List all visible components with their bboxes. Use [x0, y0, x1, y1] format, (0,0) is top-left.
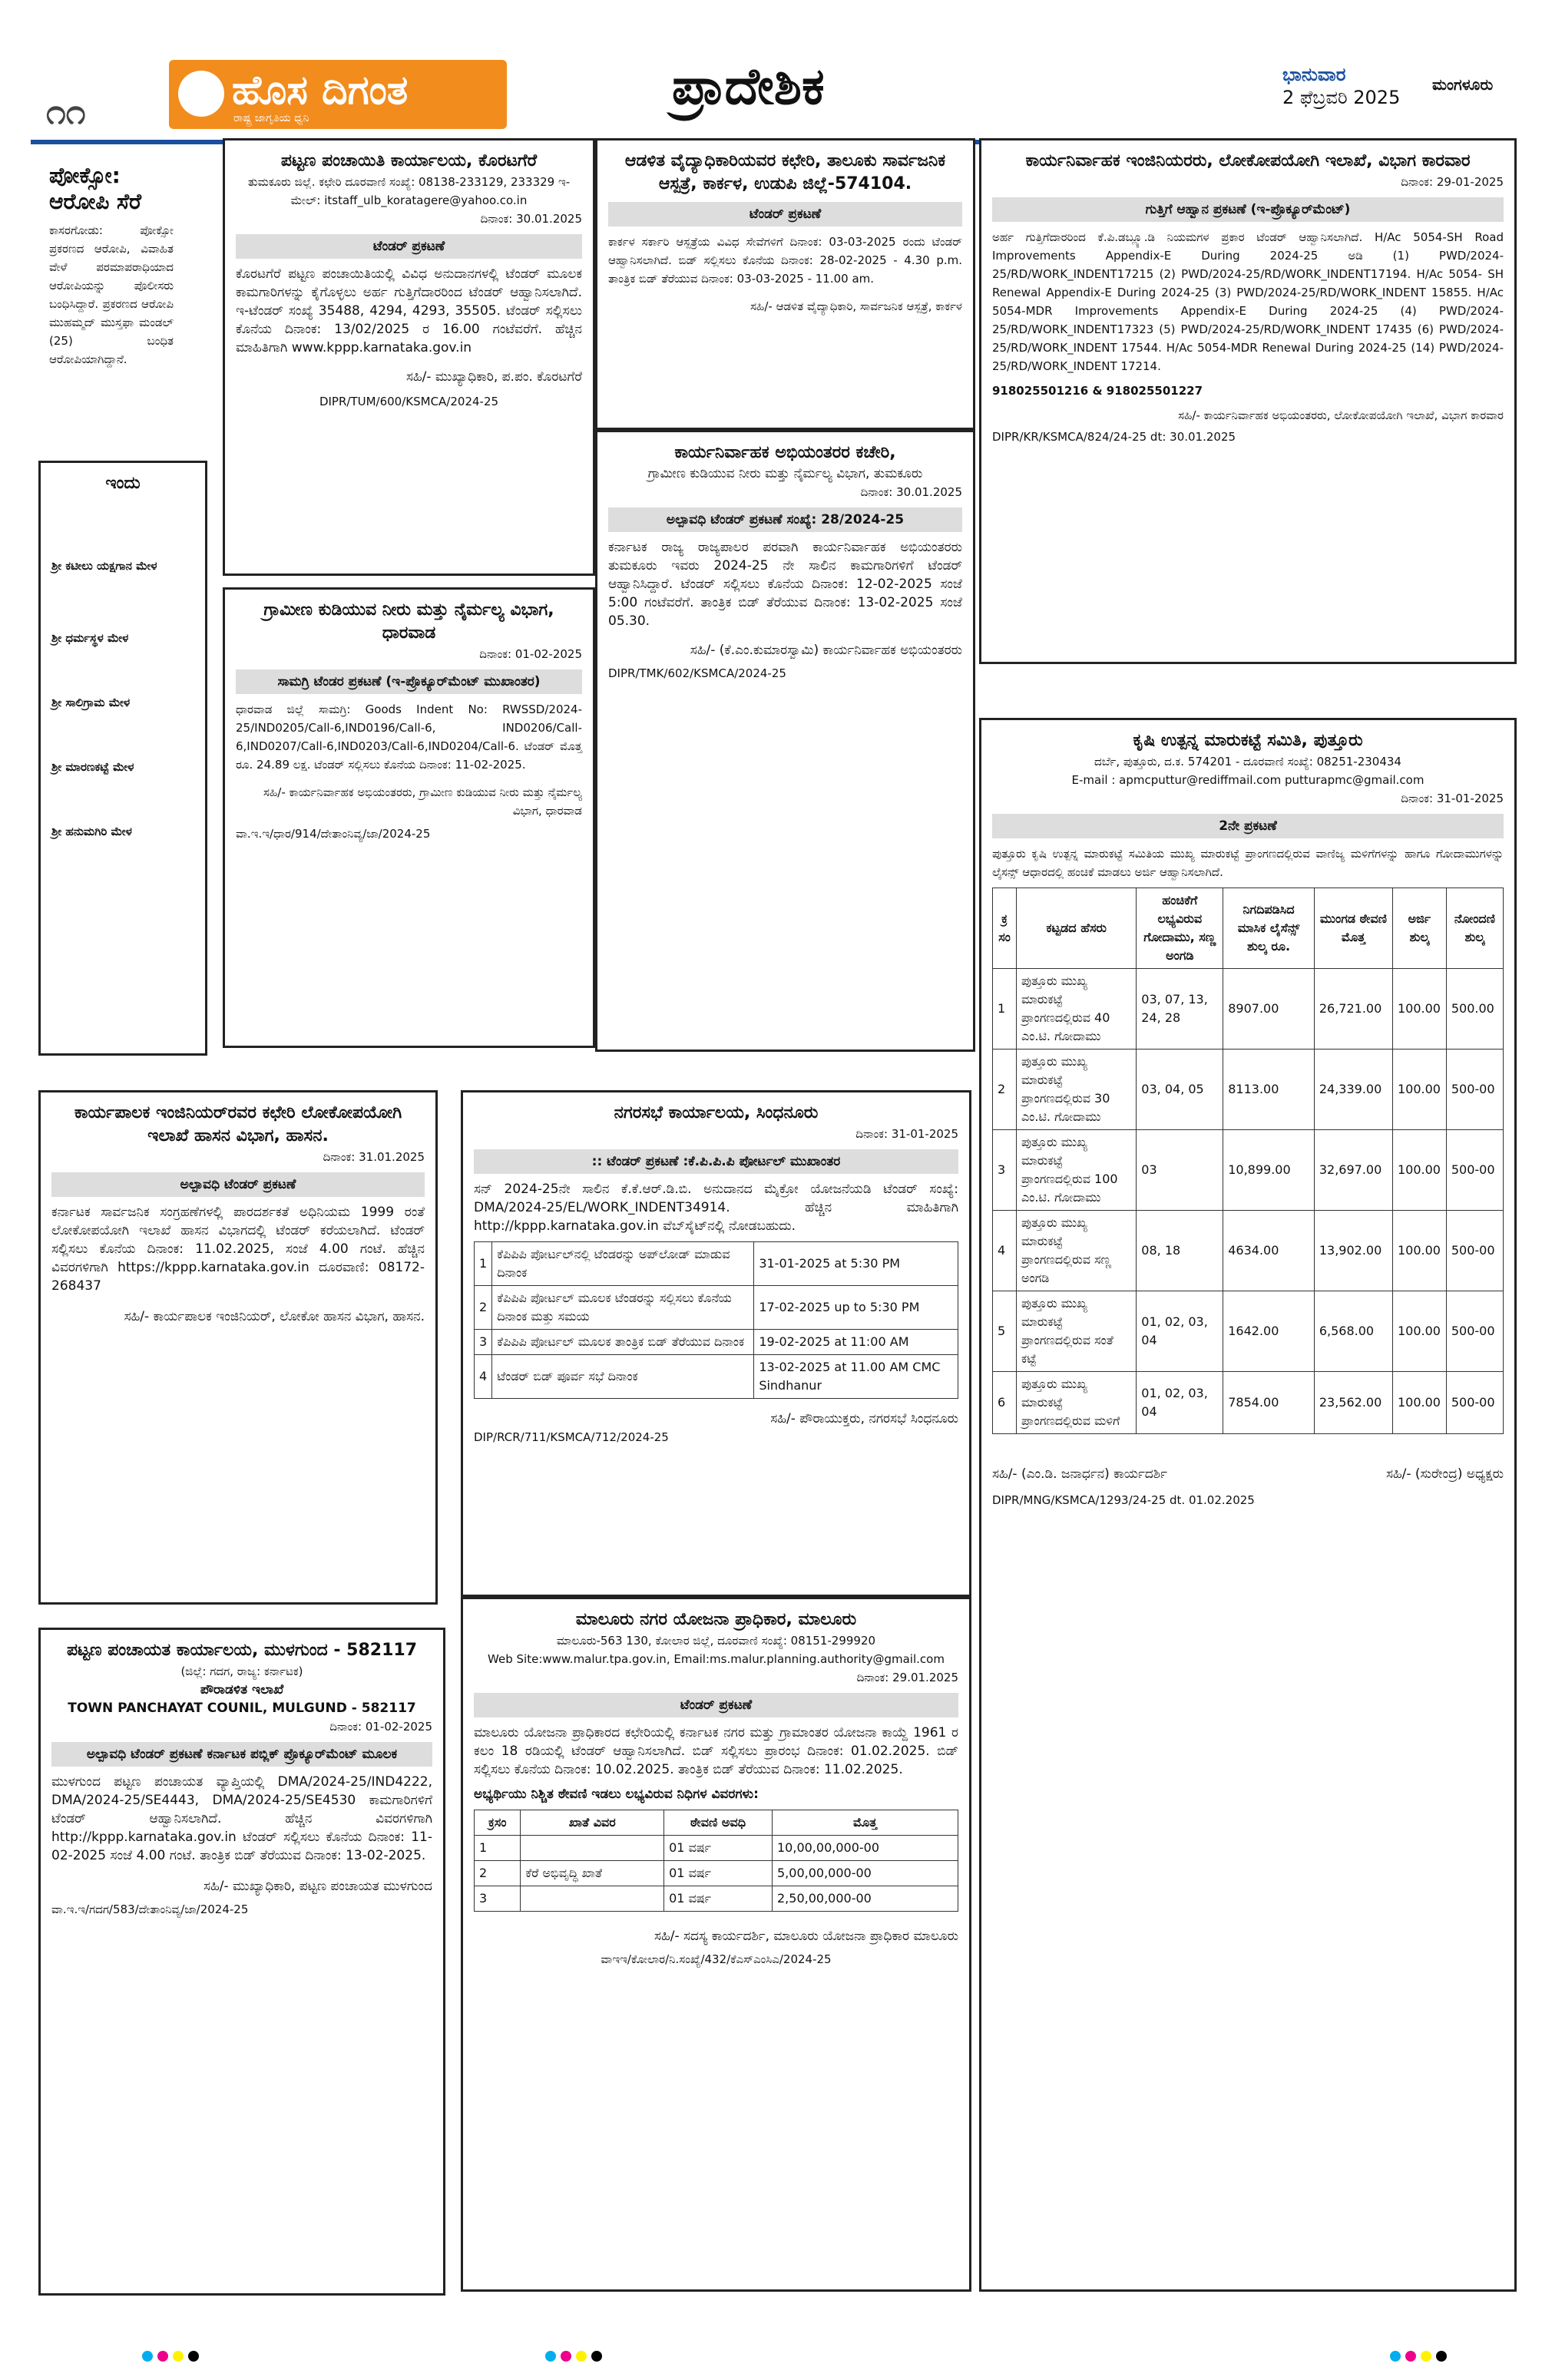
table-cell: 6,568.00: [1314, 1291, 1392, 1372]
helpdesk-phone: 918025501216 & 918025501227: [992, 384, 1203, 398]
table-cell: 4: [993, 1211, 1017, 1291]
table-row: [993, 969, 1504, 1050]
masthead: [31, 46, 1517, 138]
notice-signature: ಸಹಿ/- (ಕೆ.ಎಂ.ಕುಮಾರಸ್ವಾಮಿ) ಕಾರ್ಯನಿರ್ವಾಹಕ ಅಭಿಯಂತರರು: [690, 643, 962, 658]
table-cell: 4634.00: [1223, 1211, 1315, 1291]
table-row: [475, 1242, 958, 1286]
notice-body: ಕರ್ನಾಟಕ ರಾಜ್ಯ ರಾಜ್ಯಪಾಲರ ಪರವಾಗಿ ಕಾರ್ಯನಿರ್ವಾಹಕ ಅಭಿಯಂತರರು ತುಮಕೂರು ಇವರು 2024-25 ನೇ ಸಾಲಿನ ಕಾಮಗಾರಿಗಳಿಗೆ ಟೆಂಡರ್ ಆಹ್ವಾನಿಸಿದ್ದಾರೆ. ಟೆಂಡರ್ ಸಲ್ಲಿಸಲು ಕೊನೆಯ ದಿನಾಂಕ: 12-02-2025 ಸಂಜೆ 5:00 ಗಂಟೆವರೆಗೆ. ತಾಂತ್ರಿಕ ಬಿಡ್ ತೆರೆಯುವ ದಿನಾಂಕ: 13-02-2025 ಸಂಜೆ 05.30.: [608, 540, 962, 629]
yellow-dot-icon: [173, 2351, 184, 2362]
notice-title: ಪಟ್ಟಣ ಪಂಚಾಯತ ಕಾರ್ಯಾಲಯ, ಮುಳಗುಂದ - 582117: [66, 1641, 418, 1660]
notice-title: ಕಾರ್ಯಪಾಲಕ ಇಂಜಿನಿಯರ್‌ರವರ ಕಛೇರಿ ಲೋಕೋಪಯೋಗಿ ಇಲಾಖೆ ಹಾಸನ ವಿಭಾಗ, ಹಾಸನ.: [74, 1103, 402, 1145]
registration-marks: [142, 2351, 199, 2362]
notice-udupi: [595, 138, 975, 430]
table-row: [475, 1355, 958, 1399]
page-number: ೧೧: [46, 91, 86, 132]
table-cell: ಪುತ್ತೂರು ಮುಖ್ಯ ಮಾರುಕಟ್ಟೆ ಪ್ರಾಂಗಣದಲ್ಲಿರುವ 100 ಎಂ.ಟಿ. ಗೋದಾಮು: [1017, 1130, 1137, 1211]
table-cell: 1: [993, 969, 1017, 1050]
cyan-dot-icon: [545, 2351, 556, 2362]
table-cell: [521, 1836, 664, 1861]
notice-subtitle: ತುಮಕೂರು ಜಿಲ್ಲೆ. ಕಛೇರಿ ದೂರವಾಣಿ ಸಂಖ್ಯೆ: 08138-233129, 233329 ಇ-ಮೇಲ್: itstaff_ulb_koratagere@yahoo.co.in: [247, 175, 571, 207]
notice-title: ಮಾಲೂರು ನಗರ ಯೋಜನಾ ಪ್ರಾಧಿಕಾರ, ಮಾಲೂರು: [575, 1610, 857, 1629]
table-cell: 24,339.00: [1314, 1050, 1392, 1130]
table-cell: 01, 02, 03, 04: [1137, 1372, 1223, 1434]
day: ಭಾನುವಾರ: [1282, 64, 1346, 85]
table-header-cell: ಮುಂಗಡ ಠೇವಣಿ ಮೊತ್ತ: [1314, 888, 1392, 969]
date: 2 ಫೆಬ್ರವರಿ 2025: [1282, 87, 1401, 108]
notice-body: ಕರ್ನಾಟಕ ಸಾರ್ವಜನಿಕ ಸಂಗ್ರಹಣೆಗಳಲ್ಲಿ ಪಾರದರ್ಶಕತೆ ಅಧಿನಿಯಮ 1999 ರಂತೆ ಲೋಕೋಪಯೋಗಿ ಇಲಾಖೆ ಹಾಸನ ವಿಭಾಗದಲ್ಲಿ ಟೆಂಡರ್ ಕರೆಯಲಾಗಿದೆ. ಟೆಂಡರ್ ಸಲ್ಲಿಸಲು ಕೊನೆಯ ದಿನಾಂಕ: 11.02.2025, ಸಂಜೆ 4.00 ಗಂಟೆ. ಹೆಚ್ಚಿನ ವಿವರಗಳಿಗಾಗಿ https://kppp.karnataka.gov.in ದೂರವಾಣಿ: 08172-268437: [51, 1205, 425, 1294]
black-dot-icon: [1436, 2351, 1447, 2362]
table-cell: 500.00: [1446, 969, 1503, 1050]
notice-subtitle: ಗ್ರಾಮೀಣ ಕುಡಿಯುವ ನೀರು ಮತ್ತು ನೈರ್ಮಲ್ಯ ವಿಭಾಗ, ತುಮಕೂರು: [647, 466, 923, 481]
notice-date: ದಿನಾಂಕ: 31-01-2025: [855, 1127, 958, 1141]
notice-sindhanur: [461, 1090, 971, 1597]
table-header-cell: ಕ್ರಸಂ: [475, 1810, 521, 1836]
table-title: ಅಭ್ಯರ್ಥಿಯು ನಿಶ್ಚಿತ ಠೇವಣಿ ಇಡಲು ಲಭ್ಯವಿರುವ ನಿಧಿಗಳ ವಿವರಗಳು:: [474, 1787, 759, 1802]
table-row: [475, 1330, 958, 1355]
table-header-cell: ನಿಗದಿಪಡಿಸಿದ ಮಾಸಿಕ ಲೈಸೆನ್ಸ್ ಶುಲ್ಕ ರೂ.: [1223, 888, 1315, 969]
list-item: ಶ್ರೀ ಸಾಲಿಗ್ರಾಮ ಮೇಳ: [51, 696, 131, 709]
notice-code: DIPR/TMK/602/KSMCA/2024-25: [608, 666, 786, 680]
table-cell: 03, 04, 05: [1137, 1050, 1223, 1130]
notice-email: E-mail : apmcputtur@rediffmail.com putturapmc@gmail.com: [1071, 773, 1425, 787]
notice-ref: ಅಲ್ಪಾವಧಿ ಟೆಂಡರ್ ಪ್ರಕಟಣೆ: [51, 1172, 425, 1197]
table-header-cell: ಕ್ರ ಸಂ: [993, 888, 1017, 969]
table-cell: 100.00: [1392, 1130, 1446, 1211]
notice-subtitle: ದರ್ಬೆ, ಪುತ್ತೂರು, ದ.ಕ. 574201 - ದೂರವಾಣಿ ಸಂಖ್ಯೆ: 08251-230434: [1094, 755, 1401, 769]
magenta-dot-icon: [561, 2351, 571, 2362]
notice-date: ದಿನಾಂಕ: 31-01-2025: [1401, 792, 1504, 805]
table-cell: 2: [475, 1861, 521, 1886]
notice-signature: ಸಹಿ/- ಮುಖ್ಯಾಧಿಕಾರಿ, ಪ.ಪಂ. ಕೊರಟಗೆರೆ: [405, 369, 582, 385]
notice-subtitle: ಮಾಲೂರು-563 130, ಕೋಲಾರ ಜಿಲ್ಲೆ, ದೂರವಾಣಿ ಸಂಖ್ಯೆ: 08151-299920: [556, 1634, 876, 1648]
table-cell: 500-00: [1446, 1291, 1503, 1372]
notice-dharwad: [223, 587, 595, 1048]
notice-tumkur: [595, 430, 975, 1052]
magenta-dot-icon: [1405, 2351, 1416, 2362]
notice-signature: ಸಹಿ/- ಸದಸ್ಯ ಕಾರ್ಯದರ್ಶಿ, ಮಾಲೂರು ಯೋಜನಾ ಪ್ರಾಧಿಕಾರ ಮಾಲೂರು: [654, 1929, 958, 1944]
schedule-table: [474, 1241, 958, 1399]
table-cell: 3: [993, 1130, 1017, 1211]
notice-korategere: [223, 138, 595, 576]
table-cell: 19-02-2025 at 11:00 AM: [754, 1330, 958, 1355]
table-row: [475, 1861, 958, 1886]
table-cell: 08, 18: [1137, 1211, 1223, 1291]
president-signature: ಸಹಿ/- (ಸುರೇಂದ್ರ) ಅಧ್ಯಕ್ಷರು: [1385, 1466, 1504, 1482]
newspaper-logo: [169, 60, 507, 129]
notice-title: ಕೃಷಿ ಉತ್ಪನ್ನ ಮಾರುಕಟ್ಟೆ ಸಮಿತಿ, ಪುತ್ತೂರು: [1133, 731, 1363, 750]
table-cell: 500-00: [1446, 1372, 1503, 1434]
table-cell: 01 ವರ್ಷ: [664, 1861, 773, 1886]
table-cell: 01 ವರ್ಷ: [664, 1886, 773, 1912]
table-cell: 500-00: [1446, 1130, 1503, 1211]
logo-emblem-icon: [178, 71, 224, 117]
table-cell: 100.00: [1392, 1211, 1446, 1291]
table-header-row: [993, 888, 1504, 969]
table-cell: ಪುತ್ತೂರು ಮುಖ್ಯ ಮಾರುಕಟ್ಟೆ ಪ್ರಾಂಗಣದಲ್ಲಿರುವ ಸಣ್ಣ ಅಂಗಡಿ: [1017, 1211, 1137, 1291]
yakshagana-list: [51, 557, 194, 841]
notice-hassan: [38, 1090, 438, 1605]
table-cell: 26,721.00: [1314, 969, 1392, 1050]
panchang-box: [38, 461, 207, 1056]
notice-body: ಮುಳಗುಂದ ಪಟ್ಟಣ ಪಂಚಾಯತ ವ್ಯಾಪ್ತಿಯಲ್ಲಿ DMA/2024-25/IND4222, DMA/2024-25/SE4443, DMA/2024-25/SE4530 ಕಾಮಗಾರಿಗಳಿಗೆ ಟೆಂಡರ್ ಆಹ್ವಾನಿಸಲಾಗಿದೆ. ಹೆಚ್ಚಿನ ವಿವರಗಳಿಗಾಗಿ http://kppp.karnataka.gov.in ಟೆಂಡರ್ ಸಲ್ಲಿಸಲು ಕೊನೆಯ ದಿನಾಂಕ: 11-02-2025 ಸಂಜೆ 4.00 ಗಂಟೆ. ತಾಂತ್ರಿಕ ಬಿಡ್ ತೆರೆಯುವ ದಿನಾಂಕ: 13-02-2025.: [51, 1774, 432, 1863]
table-cell: 8113.00: [1223, 1050, 1315, 1130]
table-cell: ಟೆಂಡರ್ ಬಿಡ್ ಪೂರ್ವ ಸಭೆ ದಿನಾಂಕ: [492, 1355, 754, 1399]
table-cell: 100.00: [1392, 1050, 1446, 1130]
table-cell: ಪುತ್ತೂರು ಮುಖ್ಯ ಮಾರುಕಟ್ಟೆ ಪ್ರಾಂಗಣದಲ್ಲಿರುವ 30 ಎಂ.ಟಿ. ಗೋದಾಮು: [1017, 1050, 1137, 1130]
table-row: [475, 1286, 958, 1330]
logo-tagline: ರಾಷ್ಟ್ರ ಜಾಗೃತಿಯ ಧ್ವನಿ: [233, 112, 309, 124]
notice-malur: [461, 1597, 971, 2292]
notice-ref: 2ನೇ ಪ್ರಕಟಣೆ: [992, 814, 1504, 838]
table-row: [993, 1130, 1504, 1211]
news-body: ಕಾಸರಗೋಡು: ಪೋಕ್ಸೋ ಪ್ರಕರಣದ ಆರೋಪಿ, ವಿವಾಹಿತ ವೇಳೆ ಪರಮಾಪರಾಧಿಯಾದ ಆರೋಪಿಯನ್ನು ಪೊಲೀಸರು ಬಂಧಿಸಿದ್ದಾರೆ. ಪ್ರಕರಣದ ಆರೋಪಿ ಮುಹಮ್ಮದ್ ಮುಸ್ತಫಾ ಮಂಡಲ್ (25) ಬಂಧಿತ ಆರೋಪಿಯಾಗಿದ್ದಾನೆ.: [49, 223, 174, 366]
notice-body: ಸನ್ 2024-25ನೇ ಸಾಲಿನ ಕೆ.ಕೆ.ಆರ್.ಡಿ.ಬಿ. ಅನುದಾನದ ಮೈಕ್ರೋ ಯೋಜನೆಯಡಿ ಟೆಂಡರ್ ಸಂಖ್ಯೆ: DMA/2024-25/EL/WORK_INDENT34914. ಹೆಚ್ಚಿನ ಮಾಹಿತಿಗಾಗಿ http://kppp.karnataka.gov.in ವೆಬ್‌ಸೈಟ್‌ನಲ್ಲಿ ನೋಡಬಹುದು.: [474, 1182, 958, 1234]
notice-body: ಪುತ್ತೂರು ಕೃಷಿ ಉತ್ಪನ್ನ ಮಾರುಕಟ್ಟೆ ಸಮಿತಿಯ ಮುಖ್ಯ ಮಾರುಕಟ್ಟೆ ಪ್ರಾಂಗಣದಲ್ಲಿರುವ ವಾಣಿಜ್ಯ ಮಳಿಗೆಗಳನ್ನು ಹಾಗೂ ಗೋದಾಮುಗಳನ್ನು ಲೈಸನ್ಸ್ ಆಧಾರದಲ್ಲಿ ಹಂಚಿಕೆ ಮಾಡಲು ಅರ್ಜಿ ಆಹ್ವಾನಿಸಲಾಗಿದೆ.: [992, 847, 1504, 879]
notice-english-title: TOWN PANCHAYAT COUNIL, MULGUND - 582117: [68, 1701, 416, 1716]
notice-body: ಅರ್ಹ ಗುತ್ತಿಗೆದಾರರಿಂದ ಕೆ.ಪಿ.ಡಬ್ಲ್ಯೂ.ಡಿ ನಿಯಮಗಳ ಪ್ರಕಾರ ಟೆಂಡರ್ ಆಹ್ವಾನಿಸಲಾಗಿದೆ. H/Ac 5054-SH Road Improvements Appendix-E During 2024-25 ಅಡಿ (1) PWD/2024-25/RD/WORK_INDENT17215 (2) PWD/2024-25/RD/WORK_INDENT17194. H/Ac 5054- SH Renewal Appendix-E During 2024-25 (3) PWD/2024-25/RD/WORK_INDENT 15855. H/Ac 5054-MDR Improvements Appendix-E During 2024-25 (4) PWD/2024-25/RD/WORK_INDENT17323 (5) PWD/2024-25/RD/WORK_INDENT 17435 (6) PWD/2024-25/RD/WORK_INDENT 17544. H/Ac 5054-MDR Renewal During 2024-25 (14) PWD/2024-25/RD/WORK_INDENT 17214.: [992, 230, 1504, 373]
table-header-row: [475, 1810, 958, 1836]
notice-ref: ಟೆಂಡರ್ ಪ್ರಕಟಣೆ: [608, 202, 962, 226]
table-cell: 01 ವರ್ಷ: [664, 1836, 773, 1861]
notice-body: ಧಾರವಾಡ ಜಿಲ್ಲೆ ಸಾಮಗ್ರಿ: Goods Indent No: RWSSD/2024-25/IND0205/Call-6,IND0196/Call-6, IND0206/Call-6,IND0207/Call-6,IND0203/Call-6,IND0204/Call-6. ಟೆಂಡರ್ ಮೊತ್ತ ರೂ. 24.89 ಲಕ್ಷ. ಟೆಂಡರ್ ಸಲ್ಲಿಸಲು ಕೊನೆಯ ದಿನಾಂಕ: 11-02-2025.: [236, 702, 582, 772]
table-cell: 2,50,00,000-00: [773, 1886, 958, 1912]
notice-date: ದಿನಾಂಕ: 31.01.2025: [323, 1150, 425, 1164]
news-article: [38, 154, 184, 445]
table-cell: ಕೆಪಿಪಿಪಿ ಪೋರ್ಟಲ್ ಮೂಲಕ ತಾಂತ್ರಿಕ ಬಿಡ್ ತೆರೆಯುವ ದಿನಾಂಕ: [492, 1330, 754, 1355]
table-row: [993, 1050, 1504, 1130]
table-cell: ಕೆಪಿಪಿಪಿ ಪೋರ್ಟಲ್‌ನಲ್ಲಿ ಟೆಂಡರನ್ನು ಅಪ್‌ಲೋಡ್ ಮಾಡುವ ದಿನಾಂಕ: [492, 1242, 754, 1286]
notice-title: ಆಡಳಿತ ವೈದ್ಯಾಧಿಕಾರಿಯವರ ಕಛೇರಿ, ತಾಲೂಕು ಸಾರ್ವಜನಿಕ ಆಸ್ಪತ್ರೆ, ಕಾರ್ಕಳ, ಉಡುಪಿ ಜಿಲ್ಲೆ-574104.: [624, 151, 946, 193]
cyan-dot-icon: [142, 2351, 153, 2362]
table-cell: 5,00,00,000-00: [773, 1861, 958, 1886]
edition-city: ಮಂಗಳೂರು: [1432, 75, 1494, 94]
table-cell: 500-00: [1446, 1211, 1503, 1291]
allocation-table: [992, 888, 1504, 1434]
notice-code: ವಾ.ಇ.ಇ/ಧಾರ/914/ದೇತಾಂನಿವ್ಯ/ಜಾ/2024-25: [236, 827, 431, 841]
table-cell: 2: [993, 1050, 1017, 1130]
notice-mulgund: [38, 1628, 445, 2296]
table-row: [993, 1211, 1504, 1291]
table-header-cell: ಅರ್ಜಿ ಶುಲ್ಕ: [1392, 888, 1446, 969]
table-header-cell: ನೋಂದಣಿ ಶುಲ್ಕ: [1446, 888, 1503, 969]
notice-signature: ಸಹಿ/- ಕಾರ್ಯನಿರ್ವಾಹಕ ಅಭಿಯಂತರರು, ಲೋಕೋಪಯೋಗಿ ಇಲಾಖೆ, ವಿಭಾಗ ಕಾರವಾರ: [1178, 408, 1504, 422]
notice-date: ದಿನಾಂಕ: 30.01.2025: [860, 485, 962, 499]
notice-signature: ಸಹಿ/- ಕಾರ್ಯನಿರ್ವಾಹಕ ಅಭಿಯಂತರರು, ಗ್ರಾಮೀಣ ಕುಡಿಯುವ ನೀರು ಮತ್ತು ನೈರ್ಮಲ್ಯ ವಿಭಾಗ, ಧಾರವಾಡ: [263, 785, 582, 818]
magenta-dot-icon: [157, 2351, 168, 2362]
table-cell: 13,902.00: [1314, 1211, 1392, 1291]
notice-web: Web Site:www.malur.tpa.gov.in, Email:ms.malur.planning.authority@gmail.com: [488, 1652, 945, 1666]
list-item: ಶ್ರೀ ಮಾರಣಕಟ್ಟೆ ಮೇಳ: [51, 760, 134, 774]
notice-title: ನಗರಸಭೆ ಕಾರ್ಯಾಲಯ, ಸಿಂಧನೂರು: [614, 1103, 819, 1122]
registration-marks: [545, 2351, 602, 2362]
table-cell: 3: [475, 1330, 492, 1355]
panchang-title: ಇಂದು: [105, 474, 141, 493]
list-item: ಶ್ರೀ ಹನುಮಗಿರಿ ಮೇಳ: [51, 825, 132, 838]
logo-text: ಹೊಸ ದಿಗಂತ: [232, 68, 409, 114]
notice-signature: ಸಹಿ/- ಪೌರಾಯುಕ್ತರು, ನಗರಸಭೆ ಸಿಂಧನೂರು: [770, 1411, 958, 1426]
table-cell: [521, 1886, 664, 1912]
dateline: [1282, 63, 1400, 109]
section-title: ಪ್ರಾದೇಶಿಕ: [672, 57, 825, 116]
notice-title: ಪಟ್ಟಣ ಪಂಚಾಯಿತಿ ಕಾರ್ಯಾಲಯ, ಕೊರಟಗೆರೆ: [280, 151, 538, 170]
notice-date: ದಿನಾಂಕ: 01-02-2025: [479, 647, 582, 661]
notice-body: ಕೊರಟಗೆರೆ ಪಟ್ಟಣ ಪಂಚಾಯಿತಿಯಲ್ಲಿ ವಿವಿಧ ಅನುದಾನಗಳಲ್ಲಿ ಟೆಂಡರ್ ಮೂಲಕ ಕಾಮಗಾರಿಗಳನ್ನು ಕೈಗೊಳ್ಳಲು ಅರ್ಹ ಗುತ್ತಿಗೆದಾರರಿಂದ ಟೆಂಡರ್ ಆಹ್ವಾನಿಸಲಾಗಿದೆ. ಇ-ಟೆಂಡರ್ ಸಂಖ್ಯೆ 35488, 4294, 4293, 35505. ಟೆಂಡರ್ ಸಲ್ಲಿಸಲು ಕೊನೆಯ ದಿನಾಂಕ: 13/02/2025 ರ 16.00 ಗಂಟೆವರೆಗೆ. ಹೆಚ್ಚಿನ ಮಾಹಿತಿಗಾಗಿ www.kppp.karnataka.gov.in: [236, 266, 582, 355]
notice-code: DIPR/TUM/600/KSMCA/2024-25: [319, 395, 499, 408]
table-cell: ಪುತ್ತೂರು ಮುಖ್ಯ ಮಾರುಕಟ್ಟೆ ಪ್ರಾಂಗಣದಲ್ಲಿರುವ ಸಂತೆ ಕಟ್ಟೆ: [1017, 1291, 1137, 1372]
black-dot-icon: [591, 2351, 602, 2362]
notice-signature: ಸಹಿ/- ಮುಖ್ಯಾಧಿಕಾರಿ, ಪಟ್ಟಣ ಪಂಚಾಯತ ಮುಳಗುಂದ: [204, 1879, 432, 1894]
notice-ref: ಟೆಂಡರ್ ಪ್ರಕಟಣೆ: [474, 1693, 958, 1717]
table-cell: 03, 07, 13, 24, 28: [1137, 969, 1223, 1050]
table-cell: 5: [993, 1291, 1017, 1372]
table-cell: 32,697.00: [1314, 1130, 1392, 1211]
notice-ref: ಸಾಮಗ್ರಿ ಟೆಂಡರ ಪ್ರಕಟಣೆ (ಇ-ಪ್ರೊಕ್ಯೂರ್‌ಮೆಂಟ್ ಮುಖಾಂತರ): [236, 669, 582, 694]
table-row: [475, 1836, 958, 1861]
notice-ref: ಅಲ್ಪಾವಧಿ ಟೆಂಡರ್ ಪ್ರಕಟಣೆ ಕರ್ನಾಟಕ ಪಬ್ಲಿಕ್ ಪ್ರೊಕ್ಯೂರ್‌ಮೆಂಟ್ ಮೂಲಕ: [51, 1742, 432, 1767]
table-cell: 6: [993, 1372, 1017, 1434]
notice-date: ದಿನಾಂಕ: 01-02-2025: [329, 1720, 432, 1734]
registration-marks: [1390, 2351, 1447, 2362]
table-header-cell: ಕಟ್ಟಡದ ಹೆಸರು: [1017, 888, 1137, 969]
notice-date: ದಿನಾಂಕ: 29.01.2025: [856, 1671, 958, 1684]
table-cell: 8907.00: [1223, 969, 1315, 1050]
notice-date: ದಿನಾಂಕ: 30.01.2025: [480, 212, 582, 226]
table-cell: ಪುತ್ತೂರು ಮುಖ್ಯ ಮಾರುಕಟ್ಟೆ ಪ್ರಾಂಗಣದಲ್ಲಿರುವ 40 ಎಂ.ಟಿ. ಗೋದಾಮು: [1017, 969, 1137, 1050]
notice-ref: :: ಟೆಂಡರ್ ಪ್ರಕಟಣೆ :ಕೆ.ಪಿ.ಪಿ.ಪಿ ಪೋರ್ಟಲ್ ಮುಖಾಂತರ: [474, 1149, 958, 1174]
black-dot-icon: [188, 2351, 199, 2362]
table-row: [475, 1886, 958, 1912]
table-cell: 100.00: [1392, 1372, 1446, 1434]
notice-ref: ಅಲ್ಪಾವಧಿ ಟೆಂಡರ್ ಪ್ರಕಟಣೆ ಸಂಖ್ಯೆ: 28/2024-25: [608, 507, 962, 532]
table-cell: 10,899.00: [1223, 1130, 1315, 1211]
notice-department: ಪೌರಾಡಳಿತ ಇಲಾಖೆ: [200, 1682, 284, 1697]
notice-title: ಗ್ರಾಮೀಣ ಕುಡಿಯುವ ನೀರು ಮತ್ತು ನೈರ್ಮಲ್ಯ ವಿಭಾಗ, ಧಾರವಾಡ: [263, 600, 554, 643]
notice-date: ದಿನಾಂಕ: 29-01-2025: [1401, 175, 1504, 189]
table-cell: 1642.00: [1223, 1291, 1315, 1372]
table-header-cell: ಖಾತೆ ವಿವರ: [521, 1810, 664, 1836]
cyan-dot-icon: [1390, 2351, 1401, 2362]
table-cell: 13-02-2025 at 11.00 AM CMC Sindhanur: [754, 1355, 958, 1399]
table-cell: 100.00: [1392, 969, 1446, 1050]
notice-code: DIPR/KR/KSMCA/824/24-25 dt: 30.01.2025: [992, 430, 1236, 444]
table-cell: 23,562.00: [1314, 1372, 1392, 1434]
table-cell: 10,00,00,000-00: [773, 1836, 958, 1861]
table-cell: 03: [1137, 1130, 1223, 1211]
notice-title: ಕಾರ್ಯನಿರ್ವಾಹಕ ಇಂಜಿನಿಯರರು, ಲೋಕೋಪಯೋಗಿ ಇಲಾಖೆ, ವಿಭಾಗ ಕಾರವಾರ: [1025, 151, 1471, 170]
notice-code: ವಾಇಇ/ಕೋಲಾರ/ನಿ.ಸಂಖ್ಯೆ/432/ಕೆಎಸ್‌ಎಂಸಿಎ/2024-25: [601, 1952, 832, 1966]
signature-row: [992, 1465, 1504, 1483]
notice-ref: ಟೆಂಡರ್ ಪ್ರಕಟಣೆ: [236, 234, 582, 259]
table-row: [993, 1372, 1504, 1434]
table-cell: 31-01-2025 at 5:30 PM: [754, 1242, 958, 1286]
table-cell: ಕೆರೆ ಅಭಿವೃದ್ಧಿ ಖಾತೆ: [521, 1861, 664, 1886]
notice-code: DIP/RCR/711/KSMCA/712/2024-25: [474, 1430, 669, 1444]
table-cell: 1: [475, 1242, 492, 1286]
table-cell: 2: [475, 1286, 492, 1330]
table-cell: 1: [475, 1836, 521, 1861]
notice-karwar: [979, 138, 1517, 664]
notice-title: ಕಾರ್ಯನಿರ್ವಾಹಕ ಅಭಿಯಂತರರ ಕಚೇರಿ,: [674, 443, 896, 462]
list-item: ಶ್ರೀ ಕಟೀಲು ಯಕ್ಷಗಾನ ಮೇಳ: [51, 559, 157, 573]
news-headline: ಪೋಕ್ಸೋ: ಆರೋಪಿ ಸೆರೆ: [49, 163, 141, 214]
notice-body: ಕಾರ್ಕಳ ಸರ್ಕಾರಿ ಆಸ್ಪತ್ರೆಯ ವಿವಿಧ ಸೇವೆಗಳಿಗೆ ದಿನಾಂಕ: 03-03-2025 ರಂದು ಟೆಂಡರ್ ಆಹ್ವಾನಿಸಲಾಗಿದೆ. ಬಿಡ್ ಸಲ್ಲಿಸಲು ಕೊನೆಯ ದಿನಾಂಕ: 28-02-2025 - 4.30 p.m. ತಾಂತ್ರಿಕ ಬಿಡ್ ತೆರೆಯುವ ದಿನಾಂಕ: 03-03-2025 - 11.00 am.: [608, 235, 962, 286]
yellow-dot-icon: [1421, 2351, 1431, 2362]
table-cell: 3: [475, 1886, 521, 1912]
table-header-cell: ಮೊತ್ತ: [773, 1810, 958, 1836]
yellow-dot-icon: [576, 2351, 587, 2362]
table-header-cell: ಠೇವಣಿ ಅವಧಿ: [664, 1810, 773, 1836]
table-cell: 01, 02, 03, 04: [1137, 1291, 1223, 1372]
notice-code: ವಾ.ಇ.ಇ/ಗದಗ/583/ದೇತಾಂನಿವ್ಯ/ಜಾ/2024-25: [51, 1902, 249, 1916]
notice-puttur: [979, 718, 1517, 2292]
table-cell: ಪುತ್ತೂರು ಮುಖ್ಯ ಮಾರುಕಟ್ಟೆ ಪ್ರಾಂಗಣದಲ್ಲಿರುವ ಮಳಿಗೆ: [1017, 1372, 1137, 1434]
notice-ref: ಗುತ್ತಿಗೆ ಆಹ್ವಾನ ಪ್ರಕಟಣೆ (ಇ-ಪ್ರೊಕ್ಯೂರ್‌ಮೆಂಟ್): [992, 197, 1504, 222]
list-item: ಶ್ರೀ ಧರ್ಮಸ್ಥಳ ಮೇಳ: [51, 631, 129, 645]
table-cell: 7854.00: [1223, 1372, 1315, 1434]
deposit-table: [474, 1810, 958, 1912]
table-cell: 4: [475, 1355, 492, 1399]
table-row: [993, 1291, 1504, 1372]
table-cell: 100.00: [1392, 1291, 1446, 1372]
secretary-signature: ಸಹಿ/- (ಎಂ.ಡಿ. ಜನಾರ್ಧನ) ಕಾರ್ಯದರ್ಶಿ: [992, 1466, 1167, 1482]
notice-code: DIPR/MNG/KSMCA/1293/24-25 dt. 01.02.2025: [992, 1493, 1255, 1507]
notice-body: ಮಾಲೂರು ಯೋಜನಾ ಪ್ರಾಧಿಕಾರದ ಕಛೇರಿಯಲ್ಲಿ ಕರ್ನಾಟಕ ನಗರ ಮತ್ತು ಗ್ರಾಮಾಂತರ ಯೋಜನಾ ಕಾಯ್ದೆ 1961 ರ ಕಲಂ 18 ರಡಿಯಲ್ಲಿ ಟೆಂಡರ್ ಆಹ್ವಾನಿಸಲಾಗಿದೆ. ಬಿಡ್ ಸಲ್ಲಿಸಲು ಪ್ರಾರಂಭ ದಿನಾಂಕ: 01.02.2025. ಬಿಡ್ ಸಲ್ಲಿಸಲು ಕೊನೆಯ ದಿನಾಂಕ: 10.02.2025. ತಾಂತ್ರಿಕ ಬಿಡ್ ತೆರೆಯುವ ದಿನಾಂಕ: 11.02.2025.: [474, 1725, 958, 1777]
table-header-cell: ಹಂಚಿಕೆಗೆ ಲಭ್ಯವಿರುವ ಗೋದಾಮು, ಸಣ್ಣ ಅಂಗಡಿ: [1137, 888, 1223, 969]
table-cell: 500-00: [1446, 1050, 1503, 1130]
notice-signature: ಸಹಿ/- ಕಾರ್ಯಪಾಲಕ ಇಂಜಿನಿಯರ್, ಲೋಕೋ ಹಾಸನ ವಿಭಾಗ, ಹಾಸನ.: [124, 1309, 425, 1324]
notice-subtitle: (ಜಿಲ್ಲೆ: ಗದಗ, ರಾಜ್ಯ: ಕರ್ನಾಟಕ): [180, 1664, 303, 1678]
table-cell: ಕೆಪಿಪಿಪಿ ಪೋರ್ಟಲ್ ಮೂಲಕ ಟೆಂಡರನ್ನು ಸಲ್ಲಿಸಲು ಕೊನೆಯ ದಿನಾಂಕ ಮತ್ತು ಸಮಯ: [492, 1286, 754, 1330]
notice-signature: ಸಹಿ/- ಆಡಳಿತ ವೈದ್ಯಾಧಿಕಾರಿ, ಸಾರ್ವಜನಿಕ ಆಸ್ಪತ್ರೆ, ಕಾರ್ಕಳ: [750, 299, 962, 313]
table-cell: 17-02-2025 up to 5:30 PM: [754, 1286, 958, 1330]
